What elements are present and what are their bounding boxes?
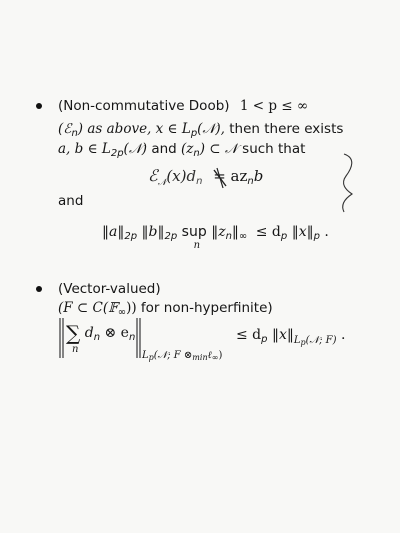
handwritten-E: ℰ: [148, 166, 158, 185]
subscript-n: n: [71, 128, 78, 139]
norm-z-sub: n: [225, 231, 232, 242]
eq3-x-sub-L: L: [293, 335, 301, 346]
eq3-norm-x: ‖x‖: [271, 327, 294, 343]
eq1-b: b: [253, 167, 264, 185]
N-paren: (𝒩),: [197, 121, 225, 137]
ns-L: L: [142, 350, 149, 361]
norm-b: ‖b‖: [141, 224, 165, 240]
struck-n: n: [196, 176, 203, 187]
norm-z: ‖z: [211, 224, 226, 240]
ns-min: min: [192, 353, 208, 362]
script-E-open: (ℰ: [58, 121, 72, 137]
F-subset-C: (F ⊂ C(𝔽: [58, 300, 118, 316]
struck-d: d: [186, 167, 197, 185]
subscript-n-2: n: [193, 148, 200, 159]
and-text: and: [151, 141, 177, 157]
ns-close: ): [218, 350, 223, 361]
sup-word: sup: [181, 224, 207, 240]
sum-symbol: ∑: [66, 321, 81, 345]
sum-index-n: n: [72, 344, 79, 355]
norm-b-sub: 2p: [164, 231, 178, 242]
le-dp: ≤ d: [255, 224, 281, 240]
eq3-period: .: [340, 327, 346, 343]
term-d: d: [84, 325, 94, 341]
norm-x: ‖x‖: [291, 224, 314, 240]
subscript-p: p: [190, 128, 198, 139]
eq1-rhs: = az: [213, 167, 248, 185]
ns-inf: ∞: [211, 353, 219, 362]
then-there-exists: then there exists: [229, 121, 344, 137]
bullet1-heading: (Non-commutative Doob): [58, 98, 230, 114]
e-sub: n: [128, 332, 136, 343]
subscript-2p: 2p: [110, 148, 124, 159]
sup-sub-n: n: [193, 240, 201, 251]
bullet2-heading: (Vector-valued): [58, 281, 161, 297]
norm-a-sub: 2p: [124, 231, 138, 242]
N-paren-2: (𝒩): [123, 141, 148, 157]
sum-index: [72, 344, 78, 355]
such-that-text: such that: [242, 141, 306, 157]
norm-a: ‖a‖: [102, 224, 125, 240]
eq3-le-dp: ≤ d: [236, 327, 262, 343]
as-above-text: ) as above,: [77, 121, 152, 137]
eq3-x-sub-p: p: [300, 338, 306, 347]
handwritten-arg: (x): [166, 167, 187, 185]
eq3-x-sub: [294, 335, 337, 346]
eq2-period: .: [324, 224, 329, 240]
norm-x-sub: p: [313, 231, 320, 242]
equation-3-rhs: [236, 327, 345, 347]
equation-3-sum: [66, 321, 135, 345]
bullet1-condition: 1 < p ≤ ∞: [239, 98, 309, 114]
le-dp-sub: p: [280, 231, 288, 242]
eq1-sub-n: n: [247, 176, 254, 187]
eq3-x-sub-NF: (𝒩; F): [305, 335, 337, 346]
ab-in-L: a, b ∈ L: [58, 141, 111, 157]
and-word: and: [58, 193, 84, 209]
ns-ell: ℓ: [207, 350, 212, 361]
non-hyperfinite-text: for non-hyperfinite): [140, 300, 273, 316]
norm-z-close: ‖: [231, 224, 239, 240]
close-parens: )): [126, 300, 137, 316]
ns-NF: (𝒩; F ⊗: [153, 350, 193, 361]
ns-p: p: [148, 353, 154, 362]
eq3-dp-sub: p: [261, 334, 268, 345]
z-open: (z: [181, 141, 194, 157]
x-in-L: x ∈ L: [155, 121, 191, 137]
norm-z-inf: ∞: [238, 231, 248, 242]
term-d-sub: n: [93, 332, 101, 343]
subset-N: ) ⊂ 𝒩: [199, 141, 238, 157]
otimes-e: ⊗ e: [104, 325, 129, 341]
norm-subscript: [142, 350, 222, 362]
F-inf-sub: ∞: [117, 307, 127, 318]
handwritten-sub-N: 𝒩: [157, 178, 167, 188]
